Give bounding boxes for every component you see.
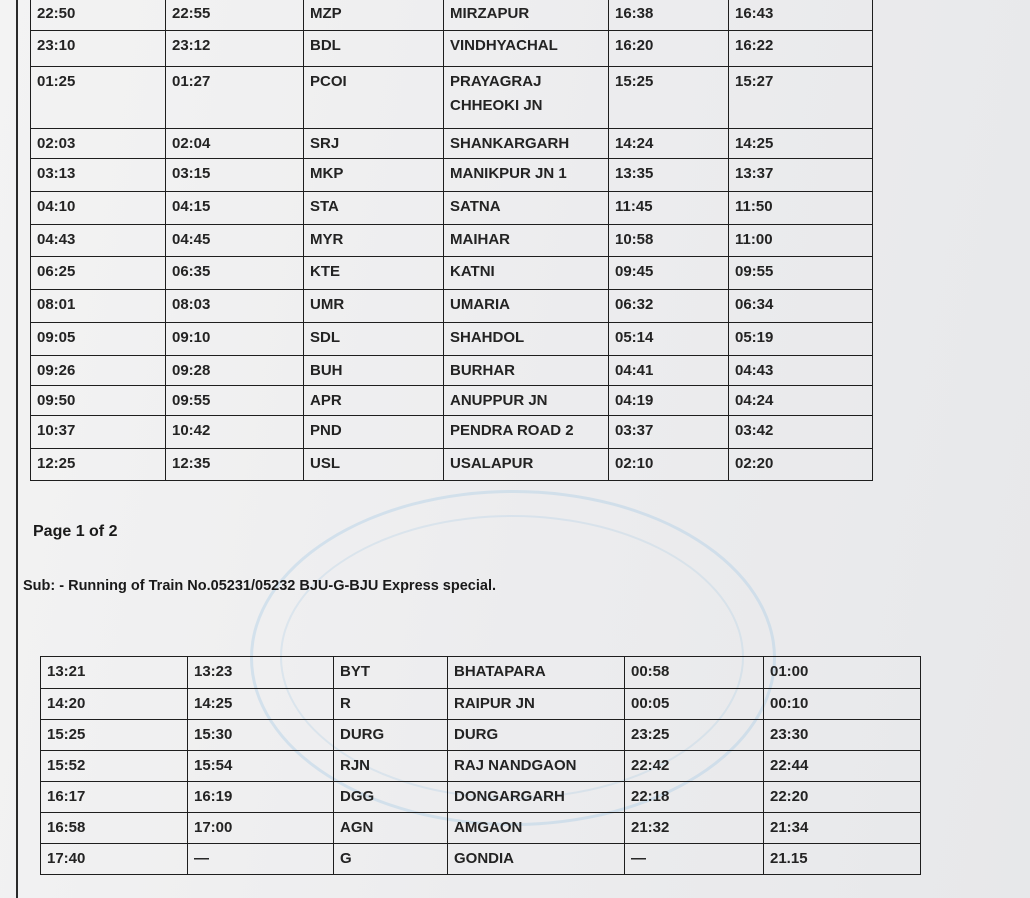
table-row — [31, 290, 873, 323]
return-arrival-time-cell: 04:19 — [609, 386, 729, 416]
return-arrival-time-cell: 11:45 — [609, 192, 729, 225]
page-number: Page 1 of 2 — [33, 523, 118, 540]
margin-rule — [16, 0, 18, 898]
arrival-time-cell: 02:03 — [31, 129, 166, 159]
station-code-cell: DGG — [334, 782, 448, 813]
arrival-time-cell: 09:50 — [31, 386, 166, 416]
station-code-cell: UMR — [304, 290, 444, 323]
departure-time-cell: 08:03 — [166, 290, 304, 323]
arrival-time-cell: 14:20 — [41, 689, 188, 720]
station-code-cell: SDL — [304, 323, 444, 356]
return-arrival-time-cell: 09:45 — [609, 257, 729, 290]
station-code-cell: BYT — [334, 657, 448, 689]
return-arrival-time-cell: — — [625, 844, 764, 875]
station-code-cell: DURG — [334, 720, 448, 751]
station-name-cell: KATNI — [444, 257, 609, 290]
return-departure-time-cell: 04:43 — [729, 356, 873, 386]
station-name-cell: UMARIA — [444, 290, 609, 323]
return-departure-time-cell: 23:30 — [764, 720, 921, 751]
station-name-cell: ANUPPUR JN — [444, 386, 609, 416]
return-arrival-time-cell: 22:18 — [625, 782, 764, 813]
table-row — [31, 225, 873, 257]
return-arrival-time-cell: 16:20 — [609, 31, 729, 67]
arrival-time-cell: 16:17 — [41, 782, 188, 813]
return-arrival-time-cell: 04:41 — [609, 356, 729, 386]
return-arrival-time-cell: 00:58 — [625, 657, 764, 689]
table-row — [41, 689, 921, 720]
arrival-time-cell: 06:25 — [31, 257, 166, 290]
return-arrival-time-cell: 00:05 — [625, 689, 764, 720]
table-row — [31, 129, 873, 159]
station-name-cell: MAIHAR — [444, 225, 609, 257]
return-arrival-time-cell: 10:58 — [609, 225, 729, 257]
departure-time-cell: 04:45 — [166, 225, 304, 257]
table-row — [41, 657, 921, 689]
table-row — [31, 159, 873, 192]
station-name-cell: PRAYAGRAJ CHHEOKI JN — [444, 67, 609, 129]
timetable-lower — [40, 656, 921, 875]
return-arrival-time-cell: 06:32 — [609, 290, 729, 323]
arrival-time-cell: 04:43 — [31, 225, 166, 257]
station-code-cell: PND — [304, 416, 444, 449]
station-code-cell: G — [334, 844, 448, 875]
arrival-time-cell: 04:10 — [31, 192, 166, 225]
return-departure-time-cell: 15:27 — [729, 67, 873, 129]
station-code-cell: USL — [304, 449, 444, 481]
departure-time-cell: 23:12 — [166, 31, 304, 67]
return-departure-time-cell: 03:42 — [729, 416, 873, 449]
return-arrival-time-cell: 21:32 — [625, 813, 764, 844]
table-row — [31, 192, 873, 225]
station-code-cell: SRJ — [304, 129, 444, 159]
table-row — [31, 31, 873, 67]
return-departure-time-cell: 05:19 — [729, 323, 873, 356]
return-departure-time-cell: 14:25 — [729, 129, 873, 159]
station-code-cell: MKP — [304, 159, 444, 192]
return-arrival-time-cell: 16:38 — [609, 0, 729, 31]
station-name-cell: AMGAON — [448, 813, 625, 844]
table-row — [31, 386, 873, 416]
return-departure-time-cell: 02:20 — [729, 449, 873, 481]
station-name-cell: GONDIA — [448, 844, 625, 875]
station-code-cell: MYR — [304, 225, 444, 257]
return-arrival-time-cell: 13:35 — [609, 159, 729, 192]
timetable-upper — [30, 0, 873, 481]
return-departure-time-cell: 11:00 — [729, 225, 873, 257]
arrival-time-cell: 22:50 — [31, 0, 166, 31]
arrival-time-cell: 09:26 — [31, 356, 166, 386]
departure-time-cell: 09:10 — [166, 323, 304, 356]
arrival-time-cell: 23:10 — [31, 31, 166, 67]
station-code-cell: MZP — [304, 0, 444, 31]
arrival-time-cell: 16:58 — [41, 813, 188, 844]
return-arrival-time-cell: 14:24 — [609, 129, 729, 159]
return-arrival-time-cell: 02:10 — [609, 449, 729, 481]
arrival-time-cell: 17:40 — [41, 844, 188, 875]
departure-time-cell: 14:25 — [188, 689, 334, 720]
return-departure-time-cell: 22:44 — [764, 751, 921, 782]
return-departure-time-cell: 09:55 — [729, 257, 873, 290]
return-departure-time-cell: 22:20 — [764, 782, 921, 813]
table-row — [31, 323, 873, 356]
station-code-cell: BDL — [304, 31, 444, 67]
arrival-time-cell: 08:01 — [31, 290, 166, 323]
station-name-cell: SHAHDOL — [444, 323, 609, 356]
table-row — [31, 416, 873, 449]
departure-time-cell: 04:15 — [166, 192, 304, 225]
departure-time-cell: 17:00 — [188, 813, 334, 844]
table-row — [31, 356, 873, 386]
station-name-cell: PENDRA ROAD 2 — [444, 416, 609, 449]
return-arrival-time-cell: 15:25 — [609, 67, 729, 129]
departure-time-cell: 10:42 — [166, 416, 304, 449]
arrival-time-cell: 13:21 — [41, 657, 188, 689]
station-code-cell: KTE — [304, 257, 444, 290]
station-name-cell: BURHAR — [444, 356, 609, 386]
table-row — [41, 720, 921, 751]
return-departure-time-cell: 00:10 — [764, 689, 921, 720]
departure-time-cell: 06:35 — [166, 257, 304, 290]
return-arrival-time-cell: 05:14 — [609, 323, 729, 356]
arrival-time-cell: 12:25 — [31, 449, 166, 481]
arrival-time-cell: 03:13 — [31, 159, 166, 192]
station-name-cell: VINDHYACHAL — [444, 31, 609, 67]
return-departure-time-cell: 16:43 — [729, 0, 873, 31]
departure-time-cell: 03:15 — [166, 159, 304, 192]
station-name-cell: MANIKPUR JN 1 — [444, 159, 609, 192]
station-name-cell: RAIPUR JN — [448, 689, 625, 720]
return-departure-time-cell: 13:37 — [729, 159, 873, 192]
table-row — [31, 257, 873, 290]
arrival-time-cell: 10:37 — [31, 416, 166, 449]
subject-line: Sub: - Running of Train No.05231/05232 BJU-G-BJU Express special. — [23, 578, 496, 594]
station-name-cell: MIRZAPUR — [444, 0, 609, 31]
departure-time-cell: 12:35 — [166, 449, 304, 481]
return-departure-time-cell: 21:34 — [764, 813, 921, 844]
departure-time-cell: 09:28 — [166, 356, 304, 386]
table-row — [31, 67, 873, 129]
departure-time-cell: — — [188, 844, 334, 875]
return-departure-time-cell: 21.15 — [764, 844, 921, 875]
table-row — [41, 782, 921, 813]
station-code-cell: RJN — [334, 751, 448, 782]
return-arrival-time-cell: 23:25 — [625, 720, 764, 751]
departure-time-cell: 13:23 — [188, 657, 334, 689]
return-departure-time-cell: 11:50 — [729, 192, 873, 225]
return-departure-time-cell: 16:22 — [729, 31, 873, 67]
station-code-cell: APR — [304, 386, 444, 416]
departure-time-cell: 15:30 — [188, 720, 334, 751]
table-row — [41, 844, 921, 875]
station-code-cell: STA — [304, 192, 444, 225]
table-row — [31, 449, 873, 481]
arrival-time-cell: 15:25 — [41, 720, 188, 751]
return-departure-time-cell: 04:24 — [729, 386, 873, 416]
station-name-cell: RAJ NANDGAON — [448, 751, 625, 782]
return-arrival-time-cell: 22:42 — [625, 751, 764, 782]
station-name-cell: SATNA — [444, 192, 609, 225]
arrival-time-cell: 15:52 — [41, 751, 188, 782]
station-code-cell: BUH — [304, 356, 444, 386]
return-departure-time-cell: 01:00 — [764, 657, 921, 689]
station-name-cell: DONGARGARH — [448, 782, 625, 813]
arrival-time-cell: 01:25 — [31, 67, 166, 129]
table-row — [41, 751, 921, 782]
departure-time-cell: 01:27 — [166, 67, 304, 129]
table-row — [41, 813, 921, 844]
return-arrival-time-cell: 03:37 — [609, 416, 729, 449]
arrival-time-cell: 09:05 — [31, 323, 166, 356]
station-code-cell: R — [334, 689, 448, 720]
station-name-cell: DURG — [448, 720, 625, 751]
station-code-cell: PCOI — [304, 67, 444, 129]
station-name-cell: USALAPUR — [444, 449, 609, 481]
station-name-cell: SHANKARGARH — [444, 129, 609, 159]
departure-time-cell: 16:19 — [188, 782, 334, 813]
departure-time-cell: 15:54 — [188, 751, 334, 782]
station-code-cell: AGN — [334, 813, 448, 844]
departure-time-cell: 02:04 — [166, 129, 304, 159]
departure-time-cell: 22:55 — [166, 0, 304, 31]
station-name-cell: BHATAPARA — [448, 657, 625, 689]
departure-time-cell: 09:55 — [166, 386, 304, 416]
return-departure-time-cell: 06:34 — [729, 290, 873, 323]
table-row — [31, 0, 873, 31]
